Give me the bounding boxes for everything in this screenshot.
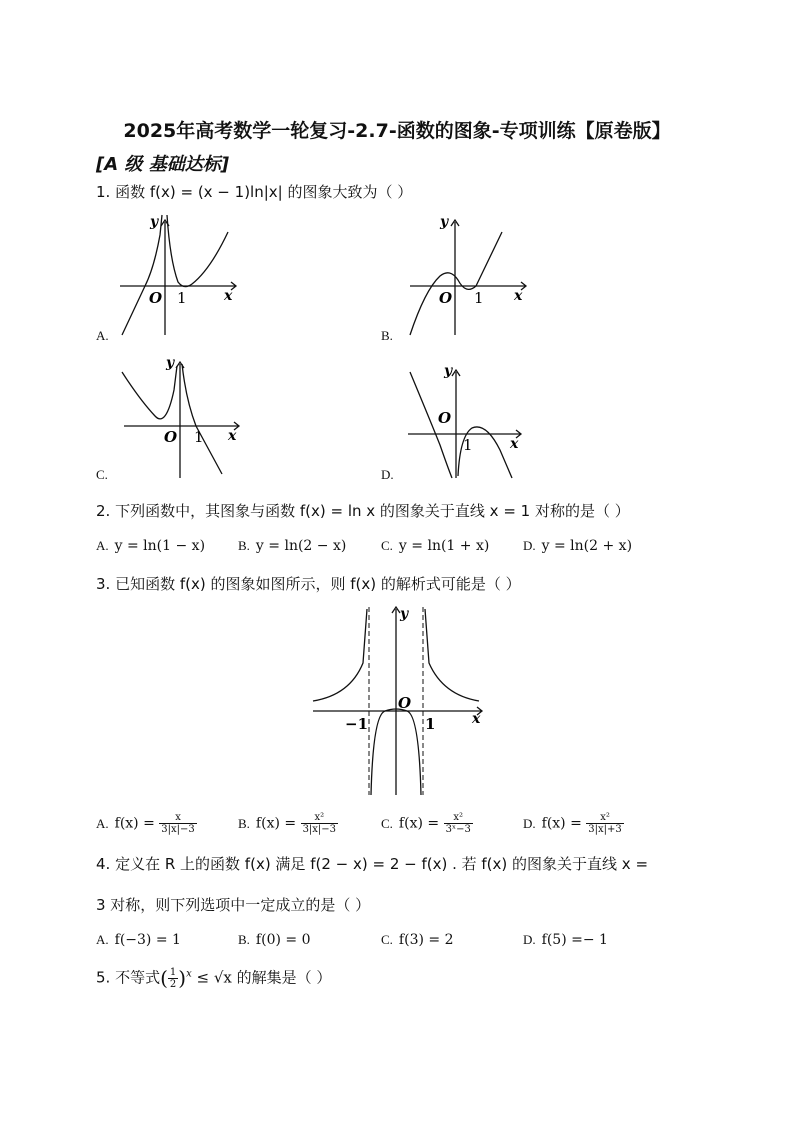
origin-label: O: [164, 428, 178, 446]
q1-graph-d: [400, 350, 530, 480]
q2-option-b: B. y = ln(2 − x): [238, 538, 347, 554]
axis-label-x: x: [514, 288, 523, 304]
q1-graph-c: [110, 350, 255, 480]
tick-label-one: 1: [474, 289, 484, 307]
axis-label-y: y: [440, 214, 449, 230]
q4-option-b: B. f(0) = 0: [238, 932, 311, 948]
section-heading: [A 级 基础达标]: [96, 154, 229, 175]
tick-label-one: 1: [194, 428, 204, 446]
q1-option-d-label: D.: [381, 467, 394, 482]
q4-option-c: C. f(3) = 2: [381, 932, 454, 948]
origin-label: O: [398, 694, 412, 712]
question-2-text: 2. 下列函数中，其图象与函数 f(x) = ln x 的图象关于直线 x = 1 对称的是（ ）: [96, 502, 630, 520]
q1-graph-a: [110, 210, 250, 340]
origin-label: O: [438, 409, 452, 427]
tick-label-neg-one: −1: [345, 715, 369, 733]
question-3-text: 3. 已知函数 f(x) 的图象如图所示，则 f(x) 的解析式可能是（ ）: [96, 575, 521, 593]
tick-label-one: 1: [463, 436, 473, 454]
axis-label-y: y: [150, 214, 159, 230]
page-title: 2025年高考数学一轮复习-2.7-函数的图象-专项训练【原卷版】: [123, 120, 671, 142]
q3-option-b: B. f(x) = $\frac{\text{x²}}{3|x|-3}$: [238, 812, 337, 835]
q3-graph: [305, 603, 490, 798]
axis-label-x: x: [228, 428, 237, 444]
origin-label: O: [149, 289, 163, 307]
q1-option-c-label: C.: [96, 467, 108, 482]
axis-label-y: y: [400, 606, 409, 622]
origin-label: O: [439, 289, 453, 307]
axis-label-x: x: [510, 436, 519, 452]
q4-option-a: A. f(−3) = 1: [96, 932, 181, 948]
q2-option-d: D. y = ln(2 + x): [523, 538, 633, 554]
question-1-text: 1. 函数 f(x) = (x − 1)ln|x| 的图象大致为（ ）: [96, 183, 413, 201]
q1-option-b-label: B.: [381, 328, 393, 343]
axis-label-x: x: [472, 711, 481, 727]
q3-option-c: C. f(x) = $\frac{\text{x²}}{\text{3ˣ−3}}$: [381, 812, 471, 835]
q2-option-a: A. y = ln(1 − x): [96, 538, 206, 554]
q1-option-a-label: A.: [96, 328, 109, 343]
axis-label-x: x: [224, 288, 233, 304]
q2-option-c: C. y = ln(1 + x): [381, 538, 490, 554]
question-5-text: 5. 不等式( $\frac{1}{2}$ )$^x$ ≤ √x 的解集是（ ）: [96, 966, 332, 990]
q1-graph-b: [400, 210, 540, 340]
axis-label-y: y: [166, 355, 175, 371]
q3-option-a: A. f(x) = $\frac{x}{3|x|-3}$: [96, 812, 195, 835]
axis-label-y: y: [444, 363, 453, 379]
q4-option-d: D. f(5) =− 1: [523, 932, 608, 948]
question-4-text-line1: 4. 定义在 R 上的函数 f(x) 满足 f(2 − x) = 2 − f(x) . 若 f(x) 的图象关于直线 x =: [96, 855, 649, 873]
tick-label-one: 1: [177, 289, 187, 307]
question-4-text-line2: 3 对称，则下列选项中一定成立的是（ ）: [96, 896, 371, 914]
q3-option-d: D. f(x) = $\frac{\text{x²}}{3|x|+3}$: [523, 812, 622, 835]
tick-label-one: 1: [425, 715, 436, 733]
